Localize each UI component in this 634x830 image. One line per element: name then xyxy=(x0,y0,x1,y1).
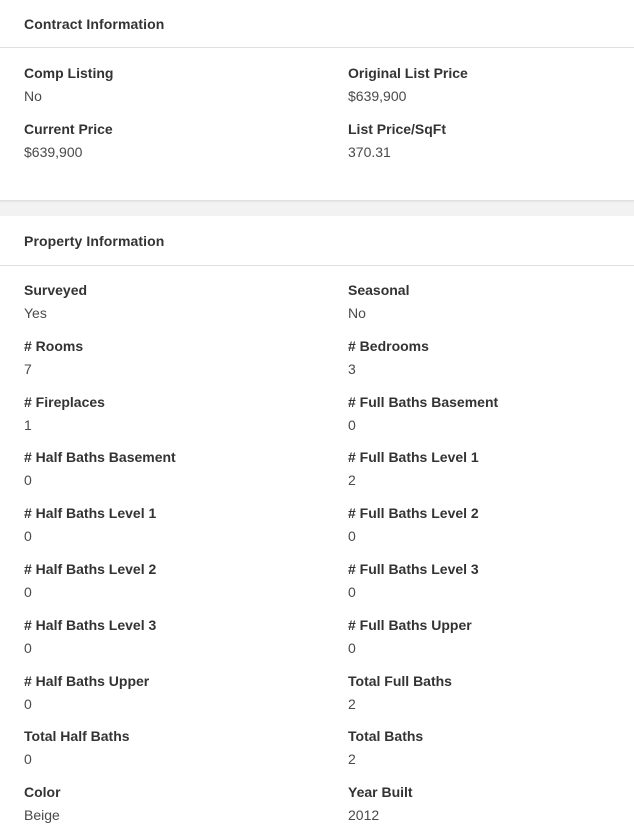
section-gap xyxy=(0,201,634,216)
property-information-card xyxy=(0,216,634,830)
field-color xyxy=(24,783,348,830)
field-grid xyxy=(0,48,634,176)
field-rooms xyxy=(24,337,348,393)
field-label: # Half Baths Basement xyxy=(24,449,176,466)
field-label: List Price/SqFt xyxy=(348,121,447,137)
field-value: 0 xyxy=(348,639,356,656)
field-value: 2 xyxy=(348,472,356,489)
field-label: # Half Baths Upper xyxy=(24,672,150,689)
field-value: $639,900 xyxy=(348,88,407,104)
field-value: 2012 xyxy=(348,807,380,824)
field-half-baths-basement xyxy=(24,448,348,504)
field-label: Surveyed xyxy=(24,282,88,298)
field-value: 0 xyxy=(24,583,32,600)
field-value: No xyxy=(348,305,366,321)
field-total-baths xyxy=(348,727,634,783)
field-value: 7 xyxy=(24,360,32,377)
field-value: 3 xyxy=(348,360,356,377)
field-half-baths-level-2 xyxy=(24,560,348,616)
field-label: Year Built xyxy=(348,784,413,801)
field-seasonal xyxy=(348,281,634,337)
field-surveyed xyxy=(24,281,348,337)
field-value: 0 xyxy=(348,416,356,433)
field-label: Total Baths xyxy=(348,728,424,745)
field-label: Original List Price xyxy=(348,65,468,81)
field-value: 370.31 xyxy=(348,144,391,160)
field-label: # Full Baths Level 2 xyxy=(348,505,479,522)
field-grid xyxy=(0,266,634,830)
field-value: 0 xyxy=(24,751,32,768)
field-full-baths-basement xyxy=(348,393,634,449)
card-title: Property Information xyxy=(24,232,165,249)
field-value: $639,900 xyxy=(24,144,83,160)
field-label: # Half Baths Level 2 xyxy=(24,560,157,577)
field-label: Color xyxy=(24,784,61,801)
field-full-baths-level-2 xyxy=(348,504,634,560)
contract-information-card xyxy=(0,0,634,201)
field-fireplaces xyxy=(24,393,348,449)
field-label: # Full Baths Basement xyxy=(348,393,499,410)
field-total-half-baths xyxy=(24,727,348,783)
field-value: Beige xyxy=(24,807,60,824)
field-value: 0 xyxy=(24,528,32,545)
field-value: 0 xyxy=(24,639,32,656)
field-total-full-baths xyxy=(348,672,634,728)
field-label: Total Half Baths xyxy=(24,728,130,745)
field-current-price xyxy=(24,120,348,176)
field-label: # Rooms xyxy=(24,337,84,354)
field-bedrooms xyxy=(348,337,634,393)
field-label: # Full Baths Level 3 xyxy=(348,560,479,577)
card-title: Contract Information xyxy=(24,15,165,32)
field-half-baths-level-1 xyxy=(24,504,348,560)
field-label: # Bedrooms xyxy=(348,337,429,354)
field-value: 2 xyxy=(348,751,356,768)
field-label: # Fireplaces xyxy=(24,393,105,410)
field-full-baths-level-1 xyxy=(348,448,634,504)
field-year-built xyxy=(348,783,634,830)
field-value: Yes xyxy=(24,305,47,321)
field-label: # Full Baths Level 1 xyxy=(348,449,479,466)
field-half-baths-level-3 xyxy=(24,616,348,672)
field-full-baths-level-3 xyxy=(348,560,634,616)
field-label: Comp Listing xyxy=(24,65,114,81)
field-full-baths-upper xyxy=(348,616,634,672)
field-value: 0 xyxy=(24,695,32,712)
field-value: No xyxy=(24,88,42,104)
field-value: 1 xyxy=(24,416,32,433)
field-label: # Half Baths Level 3 xyxy=(24,616,157,633)
field-label: Current Price xyxy=(24,121,113,137)
field-value: 0 xyxy=(348,583,356,600)
card-header xyxy=(0,216,634,266)
field-value: 2 xyxy=(348,695,356,712)
field-value: 0 xyxy=(24,472,32,489)
field-list-price-sqft xyxy=(348,120,634,176)
field-label: Seasonal xyxy=(348,282,410,298)
field-comp-listing xyxy=(24,64,348,120)
field-label: # Full Baths Upper xyxy=(348,616,472,633)
field-value: 0 xyxy=(348,528,356,545)
field-original-list-price xyxy=(348,64,634,120)
field-label: # Half Baths Level 1 xyxy=(24,505,157,522)
field-label: Total Full Baths xyxy=(348,672,452,689)
card-header xyxy=(0,0,634,48)
field-half-baths-upper xyxy=(24,672,348,728)
